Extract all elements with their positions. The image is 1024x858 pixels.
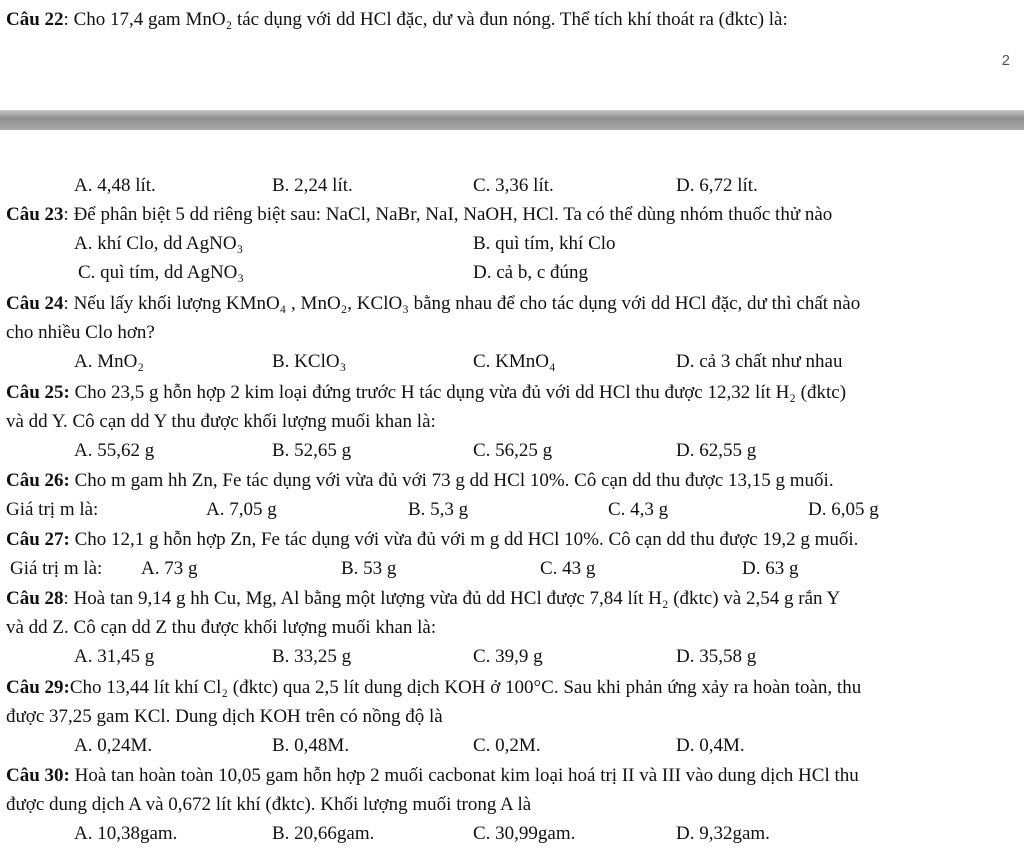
question-22 xyxy=(6,9,788,31)
question-26 xyxy=(6,470,834,492)
question-text: : Hoà tan 9,14 g hh Cu, Mg, Al bằng một lượng vừa đủ dd HCl được 7,84 lít H₂ (đktc) và 2,54 g rắn Y xyxy=(63,588,841,609)
q29-option-c: C. 0,2M. xyxy=(473,735,541,756)
q23-option-c: C. quì tím, dd AgNO₃ xyxy=(78,262,245,283)
q28-option-d: D. 35,58 g xyxy=(676,646,757,667)
question-text: : Nếu lấy khối lượng KMnO₄ , MnO₂, KClO₃ bằng nhau để cho tác dụng với dd HCl đặc, dư thì chất nào xyxy=(63,293,861,314)
q22-option-d: D. 6,72 lít. xyxy=(676,175,758,196)
q26-option-b: B. 5,3 g xyxy=(408,499,469,520)
q29-option-d: D. 0,4M. xyxy=(676,735,745,756)
question-25-continuation: và dd Y. Cô cạn dd Y thu được khối lượng muối khan là: xyxy=(6,411,436,432)
question-label: Câu 28 xyxy=(6,588,64,609)
q23-option-a: A. khí Clo, dd AgNO₃ xyxy=(74,233,244,254)
q30-option-a: A. 10,38gam. xyxy=(74,823,178,844)
question-text: : Để phân biệt 5 dd riêng biệt sau: NaCl, NaBr, NaI, NaOH, HCl. Ta có thể dùng nhóm thuốc thử nào xyxy=(63,204,833,225)
q27-option-d: D. 63 g xyxy=(742,558,799,579)
q28-option-a: A. 31,45 g xyxy=(74,646,155,667)
question-30 xyxy=(6,765,859,787)
q30-option-d: D. 9,32gam. xyxy=(676,823,770,844)
q28-option-b: B. 33,25 g xyxy=(272,646,352,667)
q26-option-d: D. 6,05 g xyxy=(808,499,879,520)
question-text: : Cho 17,4 gam MnO₂ tác dụng với dd HCl đặc, dư và đun nóng. Thể tích khí thoát ra (đktc) là: xyxy=(63,9,788,30)
q27-option-a: A. 73 g xyxy=(141,558,198,579)
question-28-continuation: và dd Z. Cô cạn dd Z thu được khối lượng muối khan là: xyxy=(6,617,437,638)
q29-option-b: B. 0,48M. xyxy=(272,735,350,756)
q24-option-a: A. MnO₂ xyxy=(74,351,144,372)
question-24-continuation: cho nhiều Clo hơn? xyxy=(6,322,155,343)
question-label: Câu 29: xyxy=(6,677,70,698)
question-27-continuation: Giá trị m là: xyxy=(10,558,103,579)
q27-option-c: C. 43 g xyxy=(540,558,596,579)
question-label: Câu 30: xyxy=(6,765,70,786)
question-text: Hoà tan hoàn toàn 10,05 gam hỗn hợp 2 muối cacbonat kim loại hoá trị II và III vào dung dịch HCl thu xyxy=(69,765,859,786)
q23-option-b: B. quì tím, khí Clo xyxy=(473,233,616,254)
q25-option-a: A. 55,62 g xyxy=(74,440,155,461)
q22-option-a: A. 4,48 lít. xyxy=(74,175,156,196)
q25-option-b: B. 52,65 g xyxy=(272,440,352,461)
q26-option-c: C. 4,3 g xyxy=(608,499,669,520)
page-number: 2 xyxy=(1001,52,1010,69)
question-28 xyxy=(6,588,840,610)
question-label: Câu 26: xyxy=(6,470,70,491)
question-text: Cho m gam hh Zn, Fe tác dụng với vừa đủ với 73 g dd HCl 10%. Cô cạn dd thu được 13,15 g muối. xyxy=(69,470,834,491)
q24-option-b: B. KClO₃ xyxy=(272,351,347,372)
q24-option-d: D. cả 3 chất như nhau xyxy=(676,351,843,372)
question-25 xyxy=(6,382,846,404)
question-text: Cho 13,44 lít khí Cl₂ (đktc) qua 2,5 lít dung dịch KOH ở 100°C. Sau khi phản ứng xảy ra hoàn toàn, thu xyxy=(69,677,862,698)
q29-option-a: A. 0,24M. xyxy=(74,735,153,756)
q25-option-d: D. 62,55 g xyxy=(676,440,757,461)
question-label: Câu 22 xyxy=(6,9,64,30)
q28-option-c: C. 39,9 g xyxy=(473,646,543,667)
question-text: Cho 23,5 g hỗn hợp 2 kim loại đứng trước H tác dụng vừa đủ với dd HCl thu được 12,32 lít H₂ (đktc) xyxy=(69,382,847,403)
question-label: Câu 24 xyxy=(6,293,64,314)
q30-option-c: C. 30,99gam. xyxy=(473,823,576,844)
q30-option-b: B. 20,66gam. xyxy=(272,823,375,844)
q25-option-c: C. 56,25 g xyxy=(473,440,553,461)
question-label: Câu 23 xyxy=(6,204,64,225)
q22-option-b: B. 2,24 lít. xyxy=(272,175,353,196)
question-label: Câu 25: xyxy=(6,382,70,403)
q27-option-b: B. 53 g xyxy=(341,558,397,579)
page-break-divider xyxy=(0,110,1024,130)
q23-option-d: D. cả b, c đúng xyxy=(473,262,589,283)
question-23 xyxy=(6,204,832,226)
question-29-continuation: được 37,25 gam KCl. Dung dịch KOH trên có nồng độ là xyxy=(6,706,443,727)
question-30-continuation: được dung dịch A và 0,672 lít khí (đktc). Khối lượng muối trong A là xyxy=(6,794,532,815)
question-label: Câu 27: xyxy=(6,529,70,550)
question-26-continuation: Giá trị m là: xyxy=(6,499,99,520)
question-27 xyxy=(6,529,858,551)
q22-option-c: C. 3,36 lít. xyxy=(473,175,554,196)
q26-option-a: A. 7,05 g xyxy=(206,499,277,520)
q24-option-c: C. KMnO₄ xyxy=(473,351,556,372)
question-text: Cho 12,1 g hỗn hợp Zn, Fe tác dụng với vừa đủ với m g dd HCl 10%. Cô cạn dd thu được 19,2 g muối. xyxy=(69,529,859,550)
question-29 xyxy=(6,677,861,699)
question-24 xyxy=(6,293,860,315)
